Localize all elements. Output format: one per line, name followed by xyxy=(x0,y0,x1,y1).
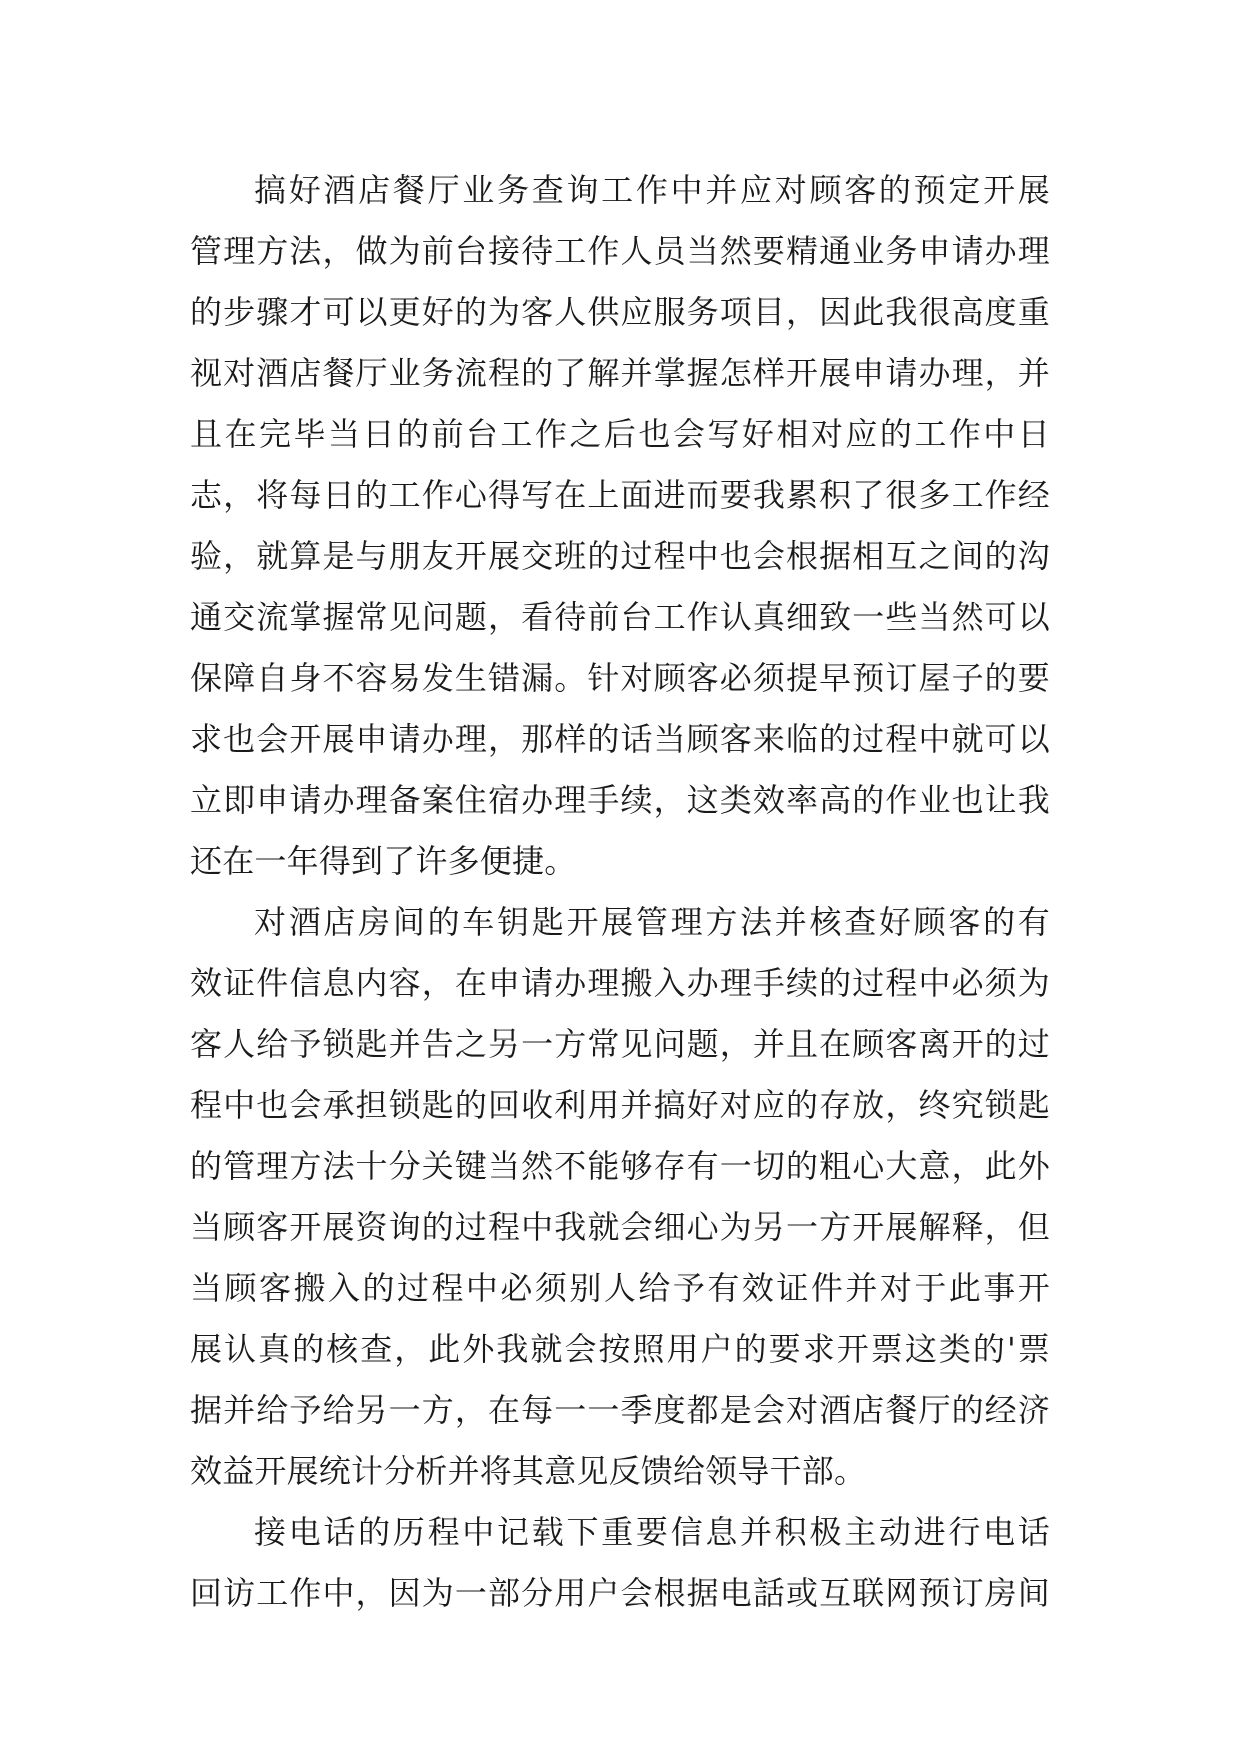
paragraph-line: 效证件信息内容，在申请办理搬入办理手续的过程中必须为 xyxy=(190,964,1050,1002)
paragraph-line: 程中也会承担锁匙的回收利用并搞好对应的存放，终究锁匙 xyxy=(190,1086,1050,1124)
paragraph-line: 立即申请办理备案住宿办理手续，这类效率高的作业也让我 xyxy=(190,781,1050,819)
paragraph-line: 客人给予锁匙并告之另一方常见问题，并且在顾客离开的过 xyxy=(190,1025,1050,1063)
paragraph-line: 当顾客开展资询的过程中我就会细心为另一方开展解释，但 xyxy=(190,1208,1050,1246)
paragraph-line: 的步骤才可以更好的为客人供应服务项目，因此我很高度重 xyxy=(190,293,1050,331)
paragraph-line: 接电话的历程中记载下重要信息并积极主动进行电话 xyxy=(254,1513,1050,1551)
paragraph-line: 效益开展统计分析并将其意见反馈给领导干部。 xyxy=(190,1452,867,1490)
paragraph-line: 的管理方法十分关键当然不能够存有一切的粗心大意，此外 xyxy=(190,1147,1050,1185)
paragraph-line: 保障自身不容易发生错漏。针对顾客必须提早预订屋子的要 xyxy=(190,659,1050,697)
paragraph-line: 对酒店房间的车钥匙开展管理方法并核查好顾客的有 xyxy=(254,903,1050,941)
paragraph-line: 且在完毕当日的前台工作之后也会写好相对应的工作中日 xyxy=(190,415,1050,453)
paragraph-line: 求也会开展申请办理，那样的话当顾客来临的过程中就可以 xyxy=(190,720,1050,758)
paragraph-line: 据并给予给另一方，在每一一季度都是会对酒店餐厅的经济 xyxy=(190,1391,1050,1429)
paragraph-line: 志，将每日的工作心得写在上面进而要我累积了很多工作经 xyxy=(190,476,1050,514)
paragraph-line: 通交流掌握常见问题，看待前台工作认真细致一些当然可以 xyxy=(190,598,1050,636)
paragraph-3 xyxy=(190,1502,1050,1624)
paragraph-line: 还在一年得到了许多便捷。 xyxy=(190,842,577,880)
paragraph-line: 展认真的核查，此外我就会按照用户的要求开票这类的'票 xyxy=(190,1330,1050,1368)
paragraph-line: 当顾客搬入的过程中必须别人给予有效证件并对于此事开 xyxy=(190,1269,1050,1307)
paragraph-line: 回访工作中，因为一部分用户会根据电話或互联网预订房间 xyxy=(190,1574,1050,1612)
paragraph-line: 验，就算是与朋友开展交班的过程中也会根据相互之间的沟 xyxy=(190,537,1050,575)
paragraph-line: 视对酒店餐厅业务流程的了解并掌握怎样开展申请办理，并 xyxy=(190,354,1050,392)
paragraph-2 xyxy=(190,892,1050,1502)
paragraph-line: 搞好酒店餐厅业务查询工作中并应对顾客的预定开展 xyxy=(254,171,1050,209)
paragraph-line: 管理方法，做为前台接待工作人员当然要精通业务申请办理 xyxy=(190,232,1050,270)
paragraph-1 xyxy=(190,160,1050,892)
document-body xyxy=(190,160,1050,1624)
